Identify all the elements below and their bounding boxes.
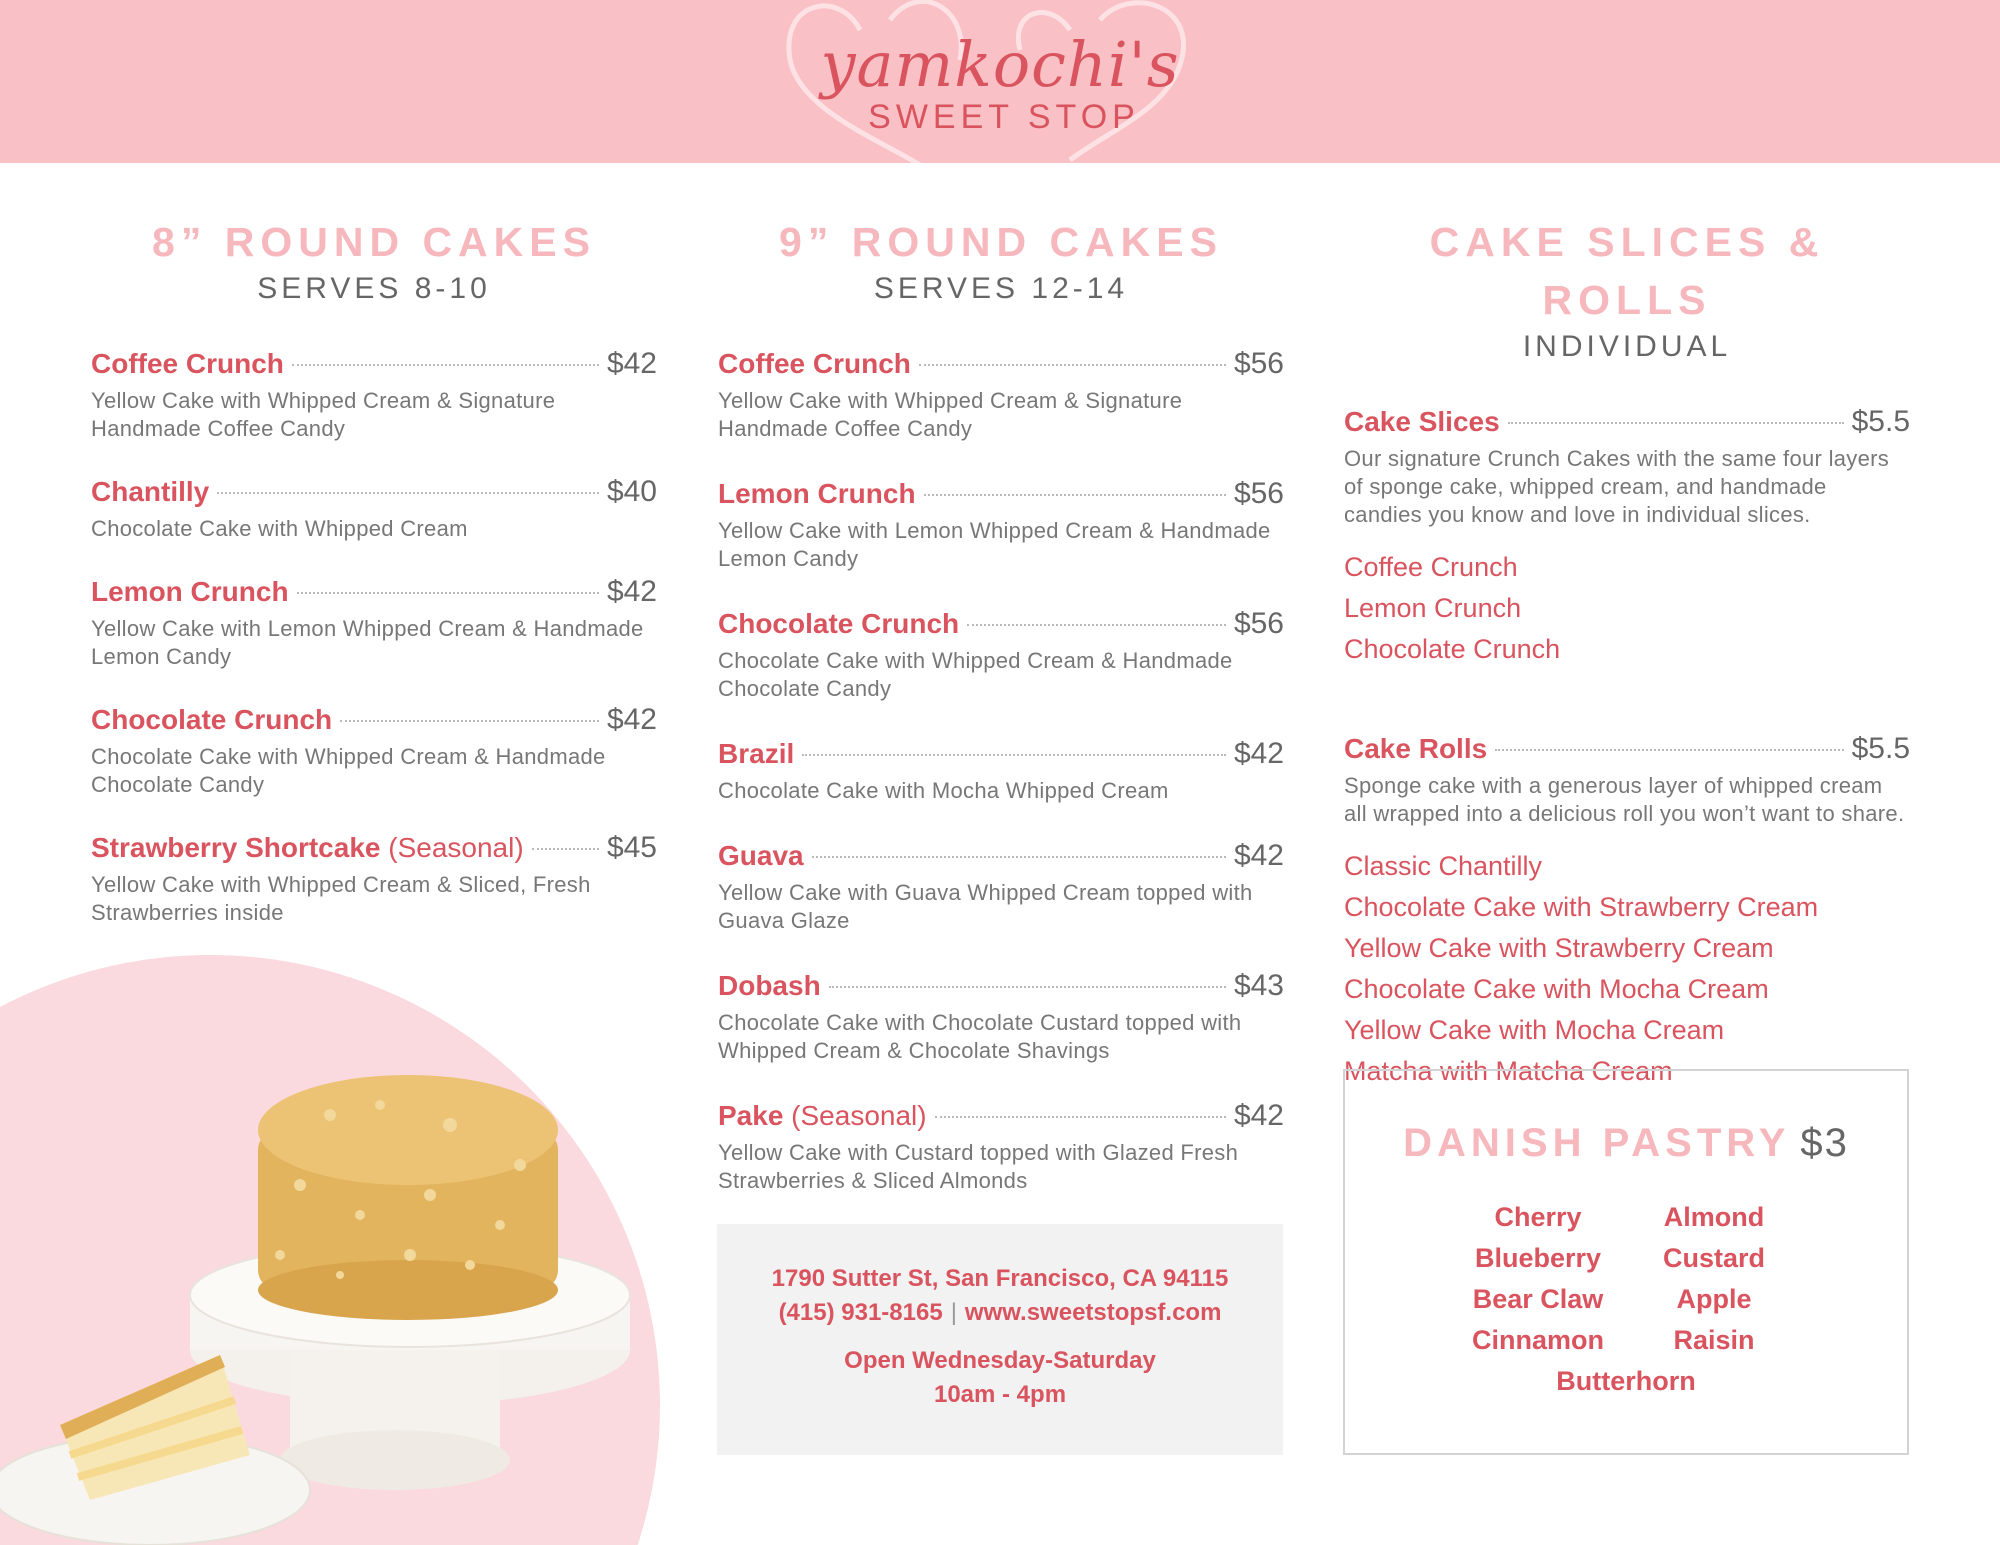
flavor-item: Chocolate Cake with Mocha Cream [1344,974,1769,1004]
item-description: Chocolate Cake with Chocolate Custard topped with Whipped Cream & Chocolate Shavings [718,1010,1242,1063]
store-website-link[interactable]: www.sweetstopsf.com [964,1299,1222,1326]
item-price: $42 [1233,1099,1284,1132]
item-name: Chantilly [91,476,210,507]
item-price: $43 [1233,969,1284,1002]
cake-slices-item [1344,405,1910,670]
nine-inch-cakes-column [718,213,1284,1229]
item-name: Chocolate Crunch [718,608,960,639]
item-price: $42 [606,703,657,736]
item-price: $5.5 [1851,405,1910,438]
item-description: Yellow Cake with Whipped Cream & Signature Handmade Coffee Candy [718,388,1183,441]
item-description: Yellow Cake with Guava Whipped Cream topped with Guava Glaze [718,880,1253,933]
item-price: $5.5 [1851,732,1910,765]
seasonal-tag: (Seasonal) [783,1100,927,1131]
item-name [91,832,524,864]
item-price: $56 [1233,347,1284,380]
flavor-item: Chocolate Crunch [1344,634,1561,664]
item-price: $42 [1233,839,1284,872]
item-description: Our signature Crunch Cakes with the same four layers of sponge cake, whipped cream, and handmade candies you know and love in individual slices. [1344,446,1890,527]
flavor-item: Lemon Crunch [1344,593,1522,623]
menu-item [718,347,1284,443]
item-name: Dobash [718,970,821,1001]
item-name: Cake Slices [1344,406,1500,437]
store-info-box [717,1224,1283,1455]
eight-inch-cakes-column [91,213,657,959]
item-name: Chocolate Crunch [91,704,333,735]
menu-item [718,1099,1284,1195]
flavor-item: Classic Chantilly [1344,851,1543,881]
item-description: Chocolate Cake with Whipped Cream & Handmade Chocolate Candy [91,744,606,797]
menu-item [91,575,657,671]
danish-flavor: Almond [1663,1202,1765,1232]
item-name: Guava [718,840,804,871]
store-phone[interactable]: (415) 931-8165 [778,1299,943,1326]
leader-dots [217,492,599,494]
item-description: Chocolate Cake with Whipped Cream [91,516,468,541]
item-name: Lemon Crunch [91,576,289,607]
item-price: $40 [606,475,657,508]
danish-title-row [1345,1121,1907,1166]
item-name: Coffee Crunch [718,348,911,379]
leader-dots [919,364,1226,366]
item-name: Lemon Crunch [718,478,916,509]
column-title: 8” ROUND CAKES [152,219,596,265]
menu-item [718,839,1284,935]
leader-dots [340,720,599,722]
separator: | [950,1299,957,1326]
item-name: Coffee Crunch [91,348,284,379]
menu-item [718,969,1284,1065]
leader-dots [1508,422,1844,424]
flavor-item: Yellow Cake with Mocha Cream [1344,1015,1725,1045]
item-description: Yellow Cake with Custard topped with Glazed Fresh Strawberries & Sliced Almonds [718,1140,1239,1193]
column-subtitle: SERVES 12-14 [873,272,1129,305]
item-price: $42 [606,575,657,608]
menu-item [91,831,657,927]
item-description: Sponge cake with a generous layer of whipped cream all wrapped into a delicious roll you won’t want to share. [1344,773,1905,826]
danish-flavor: Bear Claw [1472,1284,1604,1314]
column-subtitle: INDIVIDUAL [1522,330,1732,363]
item-price: $42 [606,347,657,380]
leader-dots [532,848,599,850]
leader-dots [967,624,1226,626]
danish-title: DANISH PASTRY [1403,1121,1791,1165]
leader-dots [802,754,1226,756]
item-price: $42 [1233,737,1284,770]
item-description: Yellow Cake with Lemon Whipped Cream & Handmade Lemon Candy [91,616,644,669]
danish-flavor: Cherry [1494,1202,1582,1232]
leader-dots [812,856,1226,858]
item-name-text: Strawberry Shortcake [91,832,381,863]
menu-item [91,347,657,443]
leader-dots [1495,749,1843,751]
menu-item [718,737,1284,805]
item-price: $56 [1233,607,1284,640]
contact-line [717,1296,1283,1330]
cake-photo-illustration [0,955,660,1545]
column-title: 9” ROUND CAKES [779,219,1223,265]
cake-rolls-item [1344,732,1910,1092]
danish-flavor: Cinnamon [1472,1325,1604,1355]
item-name [718,1100,927,1132]
item-name: Cake Rolls [1344,733,1488,764]
flavor-list [1344,846,1910,1092]
menu-item [91,475,657,543]
danish-flavor: Apple [1676,1284,1752,1314]
logo-subtitle: SWEET STOP [868,98,1140,136]
leader-dots [935,1116,1226,1118]
store-hours-time: 10am - 4pm [933,1381,1067,1408]
store-address: 1790 Sutter St, San Francisco, CA 94115 [771,1265,1229,1292]
leader-dots [292,364,599,366]
flavor-list [1344,547,1910,670]
item-name-text: Pake [718,1100,784,1131]
item-price: $45 [606,831,657,864]
cake-slices-rolls-column [1344,213,1910,1124]
leader-dots [297,592,599,594]
flavor-item: Coffee Crunch [1344,552,1518,582]
menu-item [718,477,1284,573]
leader-dots [924,494,1226,496]
danish-price: $3 [1800,1121,1849,1165]
menu-item [91,703,657,799]
menu-item [718,607,1284,703]
item-name: Brazil [718,738,795,769]
flavor-item: Matcha with Matcha Cream [1344,1056,1673,1086]
danish-flavor: Blueberry [1474,1243,1602,1273]
item-price: $56 [1233,477,1284,510]
danish-pastry-box [1343,1069,1909,1455]
item-description: Chocolate Cake with Mocha Whipped Cream [718,778,1169,803]
item-description: Chocolate Cake with Whipped Cream & Handmade Chocolate Candy [718,648,1233,701]
flavor-item: Yellow Cake with Strawberry Cream [1344,933,1774,963]
danish-flavor: Butterhorn [1556,1366,1696,1396]
seasonal-tag: (Seasonal) [380,832,524,863]
header-banner [0,0,2000,163]
danish-flavor: Custard [1662,1243,1765,1273]
flavor-item: Chocolate Cake with Strawberry Cream [1344,892,1819,922]
leader-dots [829,986,1226,988]
item-description: Yellow Cake with Whipped Cream & Sliced, Fresh Strawberries inside [91,872,591,925]
logo-script-text: yamkochi's [820,28,1180,101]
danish-flavor: Raisin [1673,1325,1755,1355]
item-description: Yellow Cake with Whipped Cream & Signature Handmade Coffee Candy [91,388,556,441]
column-title: CAKE SLICES & ROLLS [1429,219,1825,323]
item-description: Yellow Cake with Lemon Whipped Cream & Handmade Lemon Candy [718,518,1271,571]
store-hours-days: Open Wednesday-Saturday [844,1347,1156,1374]
column-subtitle: SERVES 8-10 [257,272,491,305]
danish-flavor-grid [1345,1197,1907,1402]
